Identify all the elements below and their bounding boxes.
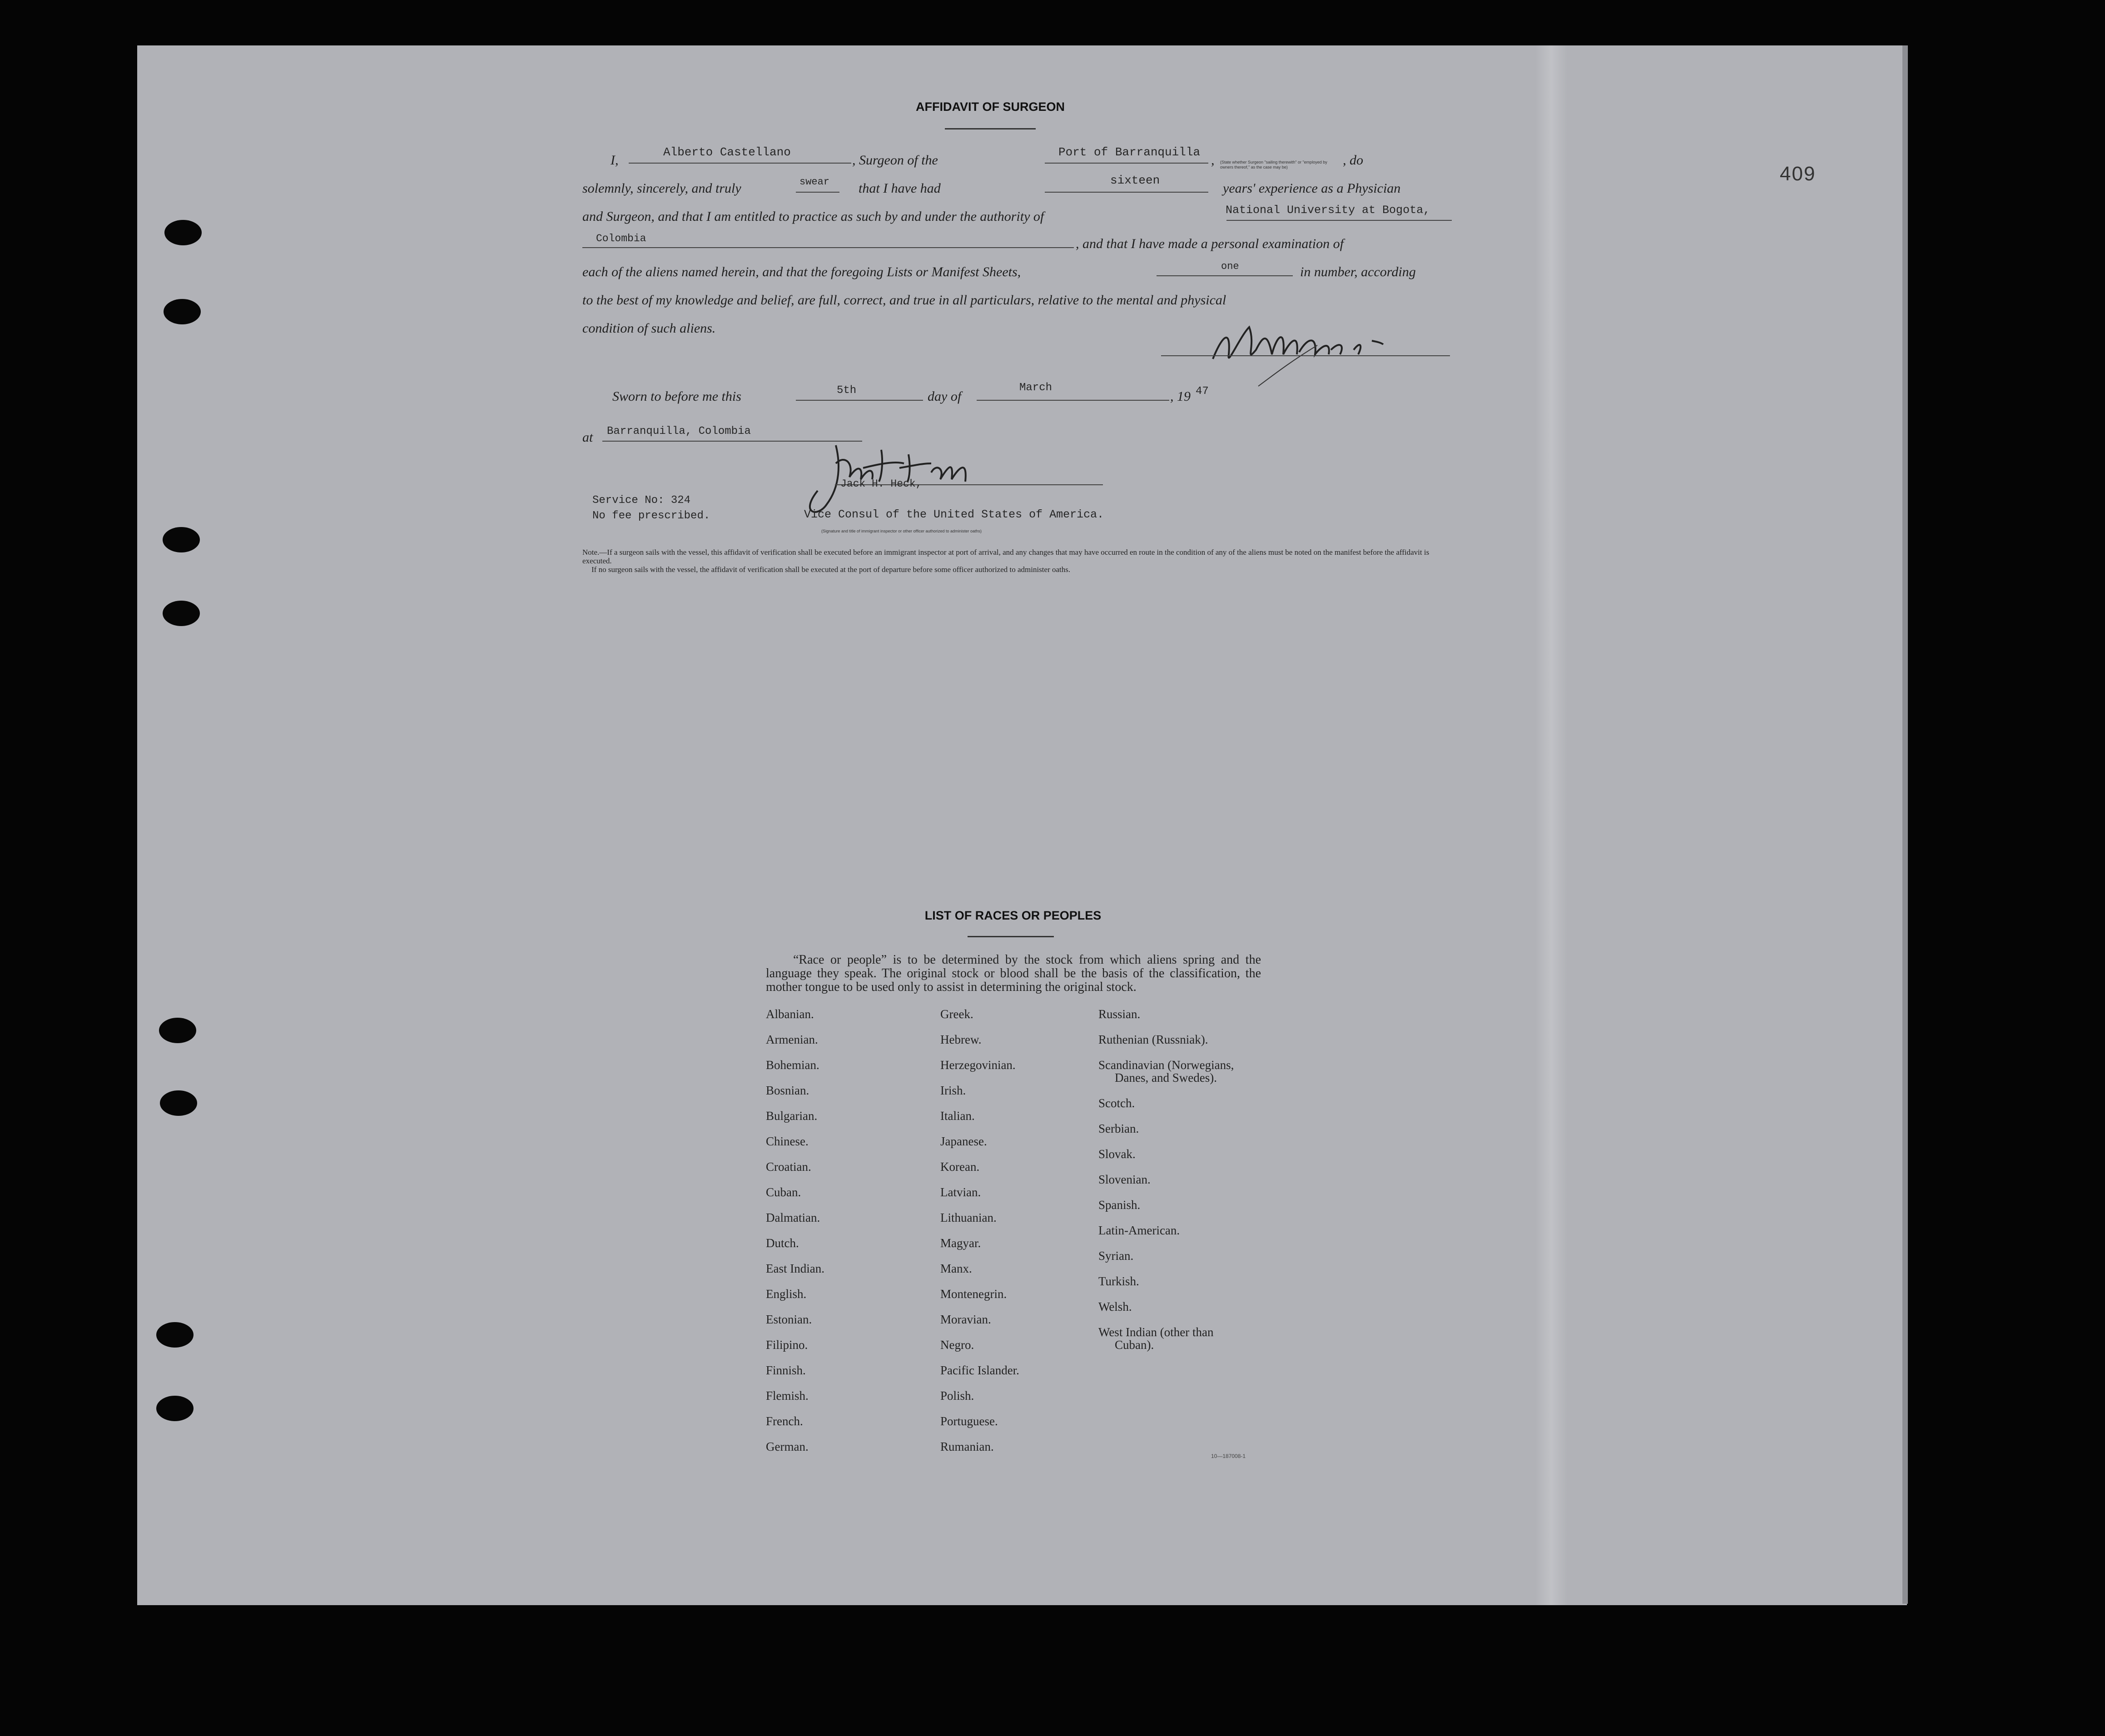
race-item: Greek.	[940, 1007, 973, 1021]
form-number: 10—187008-1	[1211, 1453, 1246, 1459]
text-condition: condition of such aliens.	[582, 321, 716, 336]
title-rule	[945, 128, 1036, 129]
surgeon-name-line	[629, 163, 851, 164]
text-years-experience: years' experience as a Physician	[1223, 181, 1401, 196]
race-item: Italian.	[940, 1109, 975, 1123]
punch-hole	[163, 527, 200, 552]
race-item-continued: Danes, and Swedes).	[1115, 1071, 1217, 1084]
races-intro: “Race or people” is to be determined by the stock from which aliens spring and the language they speak. The original stock or blood shall be the basis of the classification, the mother tongue to be used only to assist in determining the original stock.	[766, 953, 1261, 994]
race-item: Filipino.	[766, 1338, 808, 1352]
place-value: Barranquilla, Colombia	[607, 425, 751, 438]
race-item: Albanian.	[766, 1007, 814, 1021]
race-item: Slovenian.	[1098, 1173, 1151, 1186]
races-title: LIST OF RACES OR PEOPLES	[924, 909, 1102, 922]
race-item: Magyar.	[940, 1236, 981, 1250]
day-value: 5th	[837, 384, 857, 397]
officer-name: Jack H. Heck,	[840, 478, 922, 490]
race-item: Korean.	[940, 1160, 980, 1174]
years-line	[1045, 192, 1208, 193]
oath-line	[796, 192, 839, 193]
races-column-3	[1098, 1008, 1234, 1351]
sheets-count: one	[1221, 261, 1239, 272]
races-column-1	[766, 1008, 824, 1466]
punch-hole	[163, 601, 200, 626]
race-item: Bosnian.	[766, 1084, 809, 1097]
race-item: Polish.	[940, 1389, 974, 1403]
day-line	[796, 400, 923, 401]
race-item: Pacific Islander.	[940, 1363, 1019, 1377]
race-item: Dutch.	[766, 1236, 799, 1250]
race-item: Serbian.	[1098, 1122, 1139, 1135]
race-item: Irish.	[940, 1084, 966, 1097]
punch-hole	[156, 1322, 194, 1348]
sheet-edge	[1902, 45, 1908, 1604]
years-value: sixteen	[1110, 174, 1160, 187]
text-comma: ,	[1211, 153, 1215, 168]
surgeon-name: Alberto Castellano	[663, 145, 791, 159]
races-column-2	[940, 1008, 1019, 1466]
punch-hole	[156, 1396, 194, 1421]
punch-hole	[160, 1090, 197, 1116]
race-item-continued: Cuban).	[1115, 1338, 1154, 1352]
fee-note: No fee prescribed.	[592, 510, 710, 522]
text-solemnly: solemnly, sincerely, and truly	[582, 181, 741, 196]
race-item: West Indian (other than	[1098, 1325, 1214, 1339]
race-item: Manx.	[940, 1262, 972, 1275]
year-value: 47	[1196, 385, 1209, 398]
surgeon-signature	[1181, 309, 1426, 400]
races-title-rule	[968, 936, 1054, 937]
text-and-surgeon: and Surgeon, and that I am entitled to practice as such by and under the authority of	[582, 209, 1044, 224]
vessel-name: Port of Barranquilla	[1058, 145, 1201, 159]
punch-hole	[164, 220, 202, 245]
race-item: German.	[766, 1440, 809, 1453]
race-item: Armenian.	[766, 1033, 818, 1046]
text-i: I,	[611, 153, 619, 168]
page-fold	[1535, 45, 1567, 1605]
officer-title: Vice Consul of the United States of America.	[804, 508, 1104, 521]
authority-1: National University at Bogota,	[1226, 204, 1430, 217]
officer-signature-caption: (Signature and title of immigrant inspector or other officer authorized to administer oaths)	[821, 529, 982, 533]
text-personal-exam: , and that I have made a personal examination of	[1076, 236, 1344, 251]
race-item: Herzegovinian.	[940, 1058, 1016, 1072]
service-number: Service No: 324	[592, 494, 691, 507]
punch-hole	[164, 299, 201, 324]
race-item: Portuguese.	[940, 1414, 998, 1428]
text-in-number: in number, according	[1300, 264, 1416, 279]
race-item: Hebrew.	[940, 1033, 982, 1046]
race-item: Cuban.	[766, 1185, 801, 1199]
text-sworn: Sworn to before me this	[612, 389, 741, 404]
race-item: Bulgarian.	[766, 1109, 818, 1123]
punch-hole	[159, 1018, 196, 1043]
race-item: Scandinavian (Norwegians,	[1098, 1058, 1234, 1072]
race-item: East Indian.	[766, 1262, 824, 1275]
race-item: Flemish.	[766, 1389, 809, 1403]
note-paragraph-1: Note.—If a surgeon sails with the vessel, this affidavit of verification shall be executed before an immigrant inspector at port of arrival, and any changes that may have occurred en route in the condition of any of the aliens must be noted on the manifest before the affidavit is executed.	[582, 548, 1430, 565]
race-item: French.	[766, 1414, 803, 1428]
authority-line	[1226, 220, 1452, 221]
text-at: at	[582, 430, 593, 445]
race-item: Ruthenian (Russniak).	[1098, 1033, 1208, 1046]
authority-2-line	[582, 247, 1074, 248]
race-item: Chinese.	[766, 1134, 809, 1148]
text-do: , do	[1343, 153, 1363, 168]
race-item: Russian.	[1098, 1007, 1141, 1021]
race-item: Slovak.	[1098, 1147, 1136, 1161]
race-item: Syrian.	[1098, 1249, 1134, 1263]
race-item: Bohemian.	[766, 1058, 819, 1072]
text-surgeon-of: , Surgeon of the	[852, 153, 938, 168]
vessel-line	[1045, 163, 1208, 164]
document-sheet	[137, 45, 1907, 1605]
affidavit-note	[582, 548, 1455, 574]
race-item: Latin-American.	[1098, 1224, 1180, 1237]
note-paragraph-2: If no surgeon sails with the vessel, the affidavit of verification shall be executed at the port of departure before some officer authorized to administer oaths.	[591, 565, 1071, 574]
race-item: Scotch.	[1098, 1096, 1135, 1110]
race-item: Spanish.	[1098, 1198, 1141, 1212]
race-item: Montenegrin.	[940, 1287, 1007, 1301]
text-day-of: day of	[928, 389, 962, 404]
race-item: Latvian.	[940, 1185, 981, 1199]
race-item: Rumanian.	[940, 1440, 994, 1453]
text-to-best: to the best of my knowledge and belief, are full, correct, and true in all particulars, relative to the mental and physical	[582, 293, 1226, 308]
race-item: Welsh.	[1098, 1300, 1132, 1313]
race-item: English.	[766, 1287, 807, 1301]
race-item: Negro.	[940, 1338, 974, 1352]
race-item: Lithuanian.	[940, 1211, 997, 1224]
race-item: Croatian.	[766, 1160, 811, 1174]
month-line	[977, 400, 1169, 401]
race-item: Estonian.	[766, 1313, 812, 1326]
page-number: 409	[1780, 163, 1816, 185]
month-value: March	[1019, 382, 1052, 394]
oath-word: swear	[799, 176, 830, 188]
state-whether-note: (State whether Surgeon "sailing therewith" or "employed by owners thereof," as the case may be)	[1220, 160, 1327, 169]
race-item: Japanese.	[940, 1134, 987, 1148]
race-item: Dalmatian.	[766, 1211, 820, 1224]
affidavit-title: AFFIDAVIT OF SURGEON	[916, 100, 1065, 114]
surgeon-signature-line	[1161, 355, 1450, 356]
authority-2: Colombia	[596, 233, 646, 244]
text-each-alien: each of the aliens named herein, and that the foregoing Lists or Manifest Sheets,	[582, 264, 1021, 279]
text-that-had: that I have had	[859, 181, 941, 196]
text-year: , 19	[1170, 389, 1191, 404]
race-item: Finnish.	[766, 1363, 806, 1377]
sheets-line	[1157, 275, 1293, 276]
race-item: Moravian.	[940, 1313, 991, 1326]
race-item: Turkish.	[1098, 1274, 1139, 1288]
